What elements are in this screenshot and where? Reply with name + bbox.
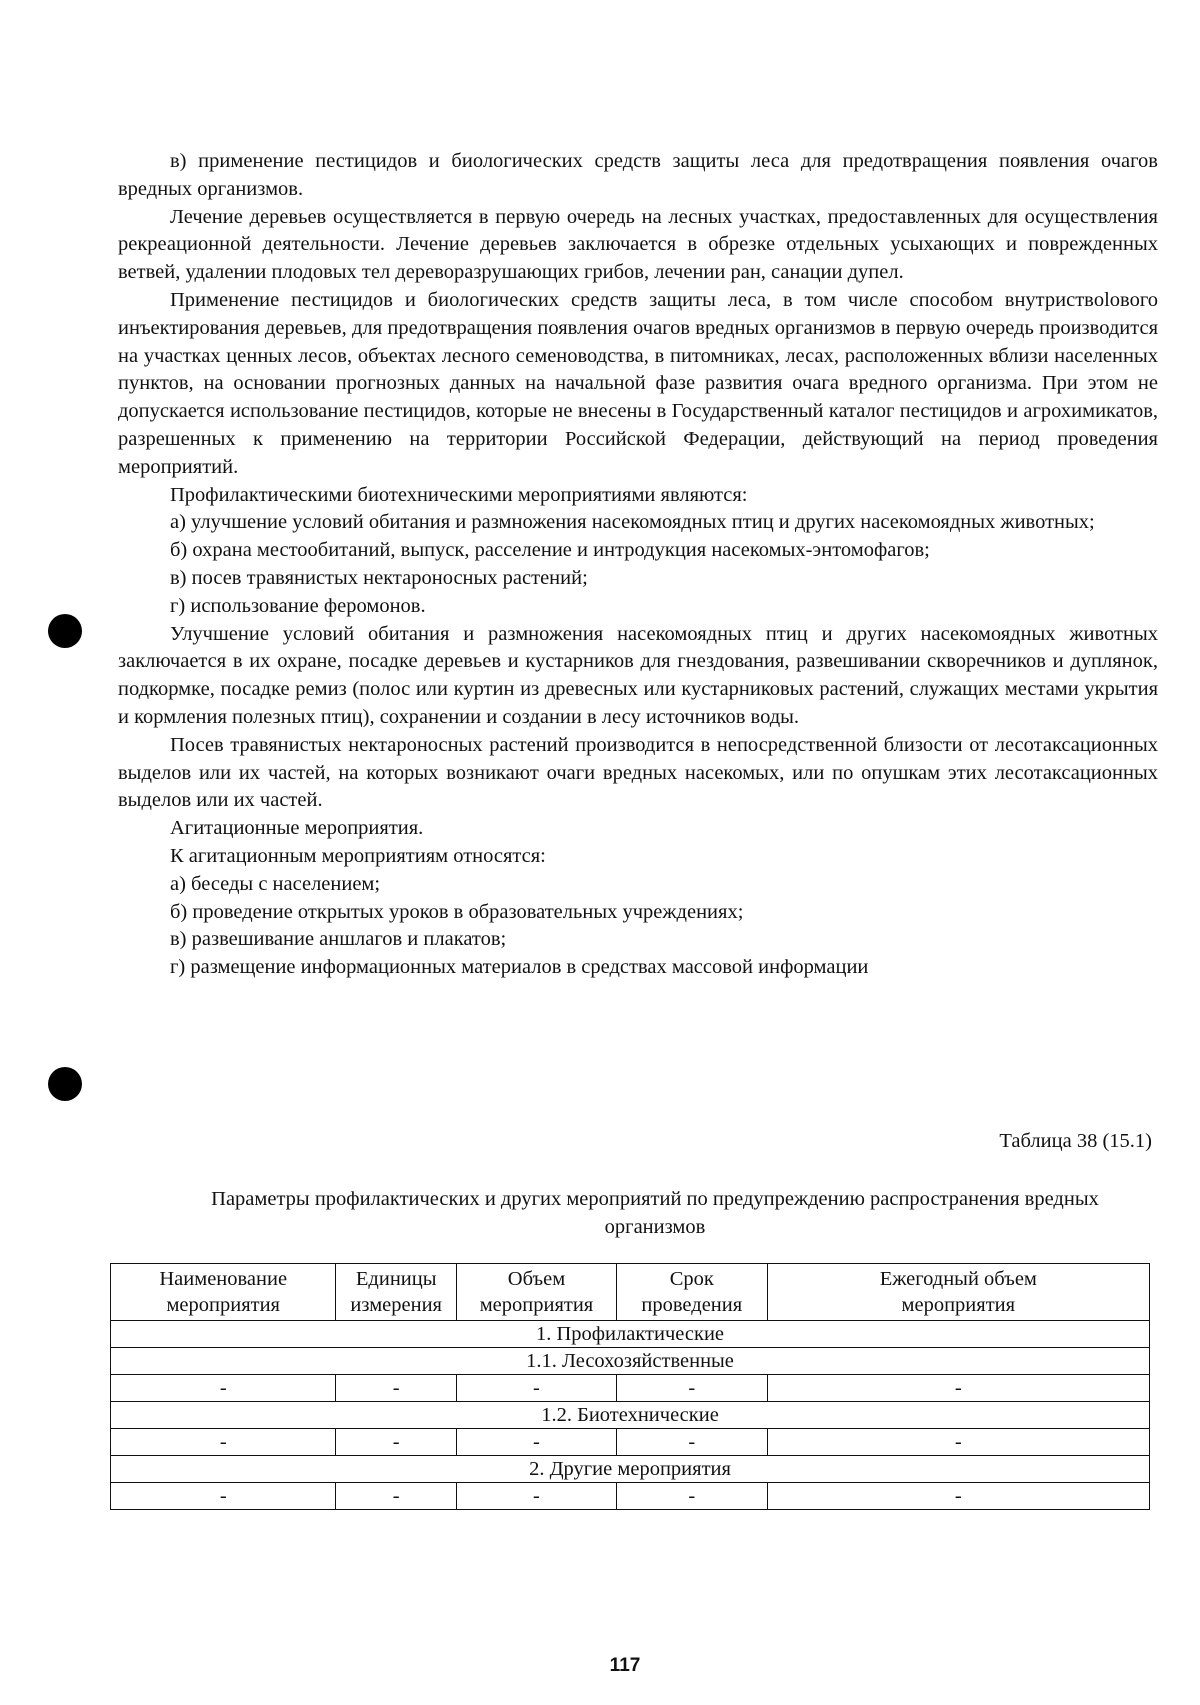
table-cell: - xyxy=(616,1429,767,1456)
paragraph: Посев травянистых нектароносных растений производится в непосредственной близости от лесотаксационных выделов или их частей, на которых возникают очаги вредных насекомых, или по опушкам этих лесотаксационных выделов или их частей. xyxy=(118,733,1158,812)
list-item: в) развешивание аншлагов и плакатов; xyxy=(170,928,507,951)
table-cell: - xyxy=(456,1429,616,1456)
paragraph: Лечение деревьев осуществляется в первую очередь на лесных участках, предоставленных для осуществления рекреационной деятельности. Лечение деревьев заключается в обрезке отдельных усыхающих и поврежденных ветвей, удалении плодовых тел дереворазрушающих грибов, лечении ран, санации дупел. xyxy=(118,205,1158,284)
table-cell: - xyxy=(336,1483,457,1510)
header-cell: Единицы измерения xyxy=(336,1264,457,1321)
list-item: б) охрана местообитаний, выпуск, расселение и интродукция насекомых-энтомофагов; xyxy=(170,539,930,562)
table-cell: - xyxy=(111,1483,336,1510)
table-section-row xyxy=(111,1348,1150,1375)
table-cell: - xyxy=(456,1483,616,1510)
table-cell: - xyxy=(616,1375,767,1402)
table-title: Параметры профилактических и других мероприятий по предупреждению распространения вредных организмов xyxy=(211,1188,1099,1238)
parameters-table xyxy=(110,1263,1150,1510)
punch-hole-mark xyxy=(48,1067,82,1101)
header-cell: Объем мероприятия xyxy=(456,1264,616,1321)
paragraph: Профилактическими биотехническими мероприятиями являются: xyxy=(170,483,748,506)
section-cell: 1. Профилактические xyxy=(111,1321,1150,1348)
paragraph: Улучшение условий обитания и размножения насекомоядных птиц и других насекомоядных животных заключается в их охране, посадке деревьев и кустарников для гнездования, развешивании скворечников и дуплянок, подкормке, посадке ремиз (полос или куртин из древесных или кустарниковых растений, служащих местами укрытия и кормления полезных птиц), сохранении и создании в лесу источников воды. xyxy=(118,622,1158,728)
list-item: в) посев травянистых нектароносных растений; xyxy=(170,566,588,589)
table-cell: - xyxy=(111,1375,336,1402)
list-item: б) проведение открытых уроков в образовательных учреждениях; xyxy=(170,900,744,923)
table-row xyxy=(111,1375,1150,1402)
table-cell: - xyxy=(767,1375,1149,1402)
table-section-row xyxy=(111,1321,1150,1348)
table-header-row xyxy=(111,1264,1150,1321)
list-item: г) использование феромонов. xyxy=(170,594,426,617)
table-cell: - xyxy=(767,1429,1149,1456)
list-item: г) размещение информационных материалов в средствах массовой информации xyxy=(170,956,869,979)
section-cell: 1.2. Биотехнические xyxy=(111,1402,1150,1429)
body-text xyxy=(118,148,1158,982)
table-row xyxy=(111,1429,1150,1456)
table-cell: - xyxy=(111,1429,336,1456)
page-number: 117 xyxy=(609,1655,641,1676)
paragraph: Применение пестицидов и биологических средств защиты леса, в том числе способом внутриствolового инъектирования деревьев, для предотвращения появления очагов вредных организмов в первую очередь производится на участках ценных лесов, объектах лесного семеноводства, в питомниках, лесах, расположенных вблизи населенных пунктов, на основании прогнозных данных на начальной фазе развития очага вредного организма. При этом не допускается использование пестицидов, которые не внесены в Государственный каталог пестицидов и агрохимикатов, разрешенных к применению на территории Российской Федерации, действующий на период проведения мероприятий. xyxy=(118,288,1158,478)
table-number: Таблица 38 (15.1) xyxy=(999,1130,1152,1152)
header-cell: Срок проведения xyxy=(616,1264,767,1321)
section-cell: 1.1. Лесохозяйственные xyxy=(111,1348,1150,1375)
paragraph: К агитационным мероприятиям относятся: xyxy=(170,844,546,867)
header-cell: Наименование мероприятия xyxy=(111,1264,336,1321)
header-cell: Ежегодный объем мероприятия xyxy=(767,1264,1149,1321)
table-cell: - xyxy=(767,1483,1149,1510)
table-section-row xyxy=(111,1456,1150,1483)
paragraph: в) применение пестицидов и биологических средств защиты леса для предотвращения появления очагов вредных организмов. xyxy=(118,150,1158,200)
table-cell: - xyxy=(336,1429,457,1456)
table-cell: - xyxy=(336,1375,457,1402)
paragraph: Агитационные мероприятия. xyxy=(170,817,424,840)
section-cell: 2. Другие мероприятия xyxy=(111,1456,1150,1483)
punch-hole-mark xyxy=(48,614,82,648)
table-cell: - xyxy=(616,1483,767,1510)
table-row xyxy=(111,1483,1150,1510)
list-item: а) улучшение условий обитания и размножения насекомоядных птиц и других насекомоядных животных; xyxy=(170,511,1095,534)
table-section-row xyxy=(111,1402,1150,1429)
list-item: а) беседы с населением; xyxy=(170,872,381,895)
table-cell: - xyxy=(456,1375,616,1402)
